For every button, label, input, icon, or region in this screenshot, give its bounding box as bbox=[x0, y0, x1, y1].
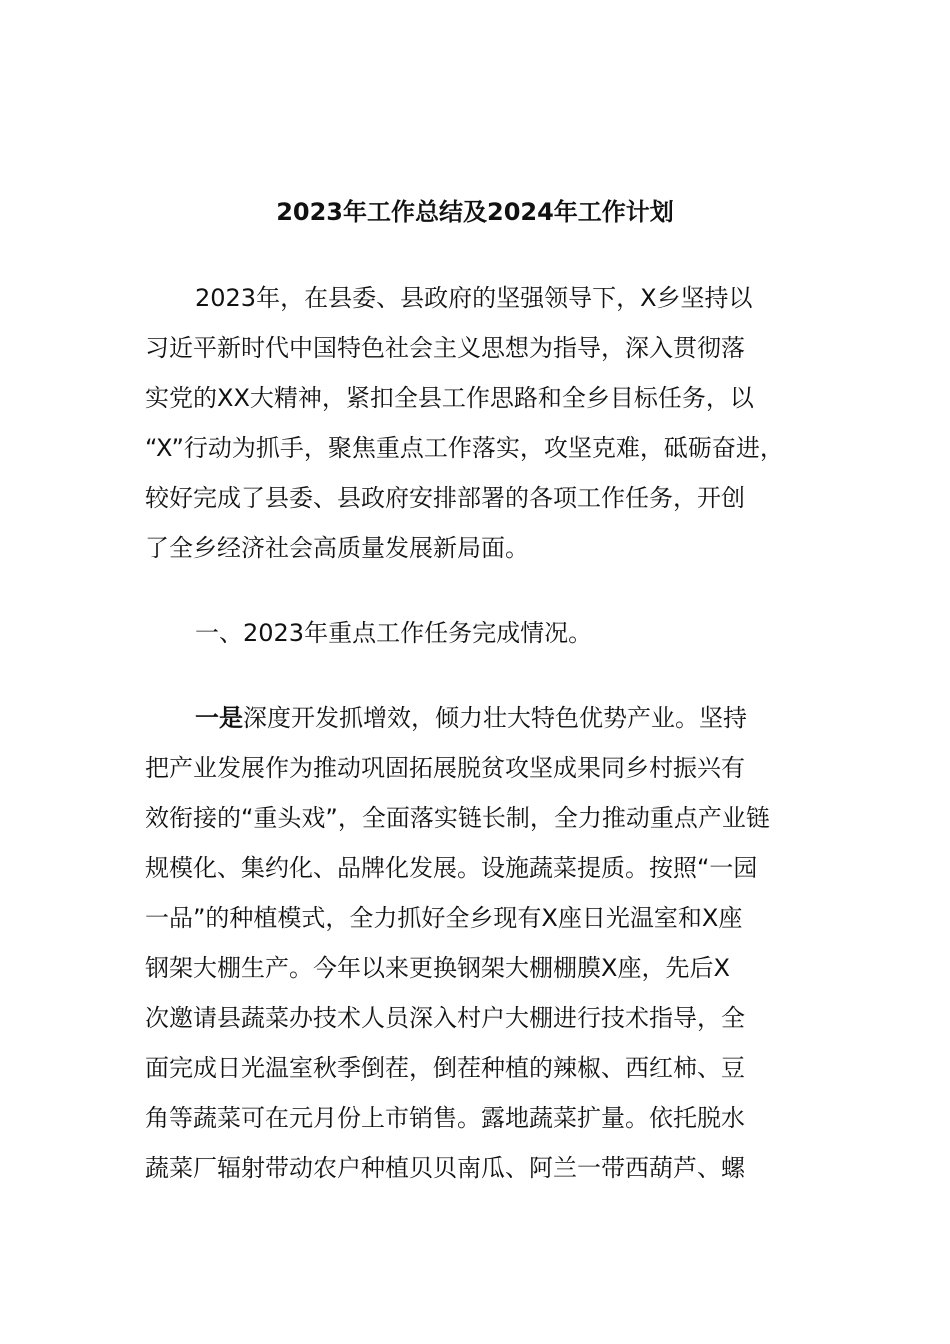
item-one-line-4: 规模化、集约化、品牌化发展。设施蔬菜提质。按照“一园 bbox=[145, 854, 758, 882]
item-one-line-5: 一品”的种植模式，全力抓好全乡现有X座日光温室和X座 bbox=[145, 904, 743, 932]
item-one-line-7: 次邀请县蔬菜办技术人员深入村户大棚进行技术指导，全 bbox=[145, 1004, 745, 1032]
item-one-lead: 一是 bbox=[195, 704, 243, 732]
intro-paragraph-line-6: 了全乡经济社会高质量发展新局面。 bbox=[145, 534, 529, 562]
section-heading: 一、2023年重点工作任务完成情况。 bbox=[195, 619, 593, 647]
item-one-line-8: 面完成日光温室秋季倒茬，倒茬种植的辣椒、西红柿、豆 bbox=[145, 1054, 745, 1082]
intro-paragraph-line-2: 习近平新时代中国特色社会主义思想为指导，深入贯彻落 bbox=[145, 334, 745, 362]
intro-paragraph-line-5: 较好完成了县委、县政府安排部署的各项工作任务，开创 bbox=[145, 484, 745, 512]
intro-paragraph-line-1: 2023年，在县委、县政府的坚强领导下，X乡坚持以 bbox=[195, 284, 753, 312]
item-one-line-2: 把产业发展作为推动巩固拓展脱贫攻坚成果同乡村振兴有 bbox=[145, 754, 745, 782]
intro-paragraph-line-4: “X”行动为抓手，聚焦重点工作落实，攻坚克难，砥砺奋进， bbox=[145, 434, 784, 462]
item-one-line-6: 钢架大棚生产。今年以来更换钢架大棚棚膜X座，先后X bbox=[145, 954, 730, 982]
item-one-line-10: 蔬菜厂辐射带动农户种植贝贝南瓜、阿兰一带西葫芦、螺 bbox=[145, 1154, 745, 1182]
intro-paragraph-line-3: 实党的XX大精神，紧扣全县工作思路和全乡目标任务，以 bbox=[145, 384, 754, 412]
item-one-first-line-text: 深度开发抓增效，倾力壮大特色优势产业。坚持 bbox=[243, 704, 747, 732]
item-one-line-9: 角等蔬菜可在元月份上市销售。露地蔬菜扩量。依托脱水 bbox=[145, 1104, 745, 1132]
item-one-line-1 bbox=[195, 701, 747, 735]
document-title: 2023年工作总结及2024年工作计划 bbox=[276, 198, 674, 226]
item-one-line-3: 效衔接的“重头戏”，全面落实链长制，全力推动重点产业链 bbox=[145, 804, 770, 832]
